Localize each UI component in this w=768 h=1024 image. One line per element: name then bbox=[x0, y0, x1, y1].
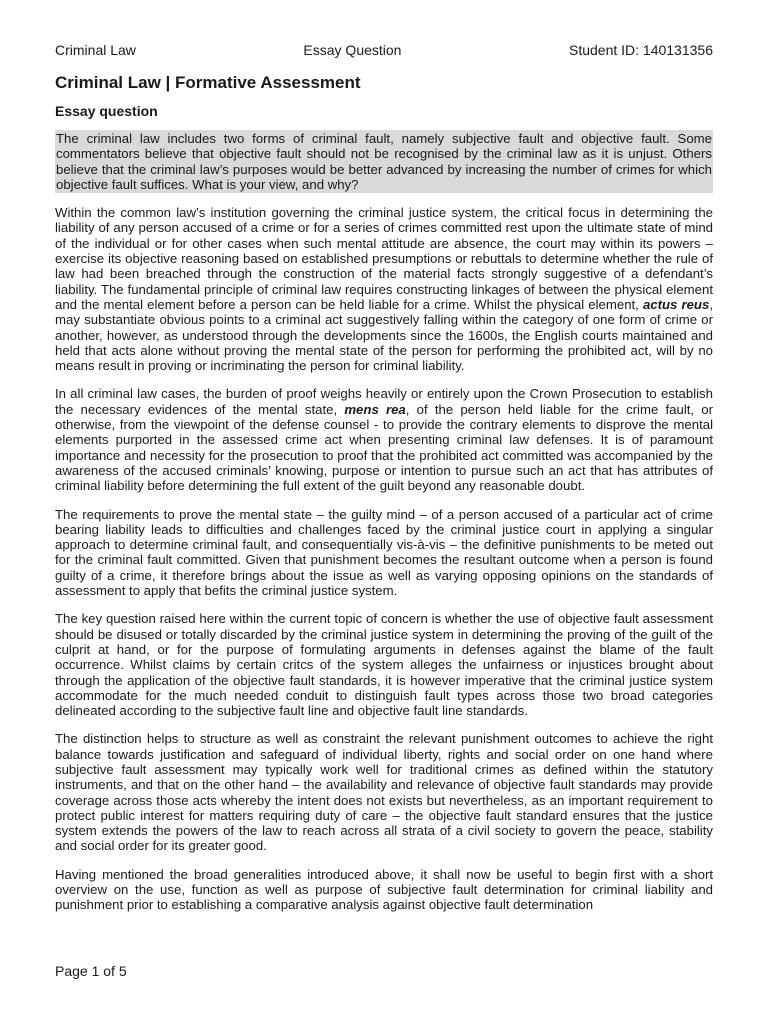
latin-term-actus-reus: actus reus bbox=[642, 296, 710, 312]
document-page bbox=[55, 40, 713, 917]
body-paragraph-5: The distinction helps to structure as well as constraint the relevant punishment outcomes to achieve the right balance towards justification and safeguard of individual liberty, rights and social order on one hand where subjective fault assessment may typically work well for traditional crimes as defined within the statutory instruments, and that on the other hand – the availability and relevance of objective fault standards may provide coverage across those acts whereby the intent does not exists but nevertheless, as an important requirement to protect public interest for matters requiring duty of care – the objective fault standard ensures that the justice system extends the powers of the law to reach across all strata of a civil society to govern the peace, stability and social order for its greater good. bbox=[55, 731, 713, 854]
paragraph-text: Within the common law’s institution governing the criminal justice system, the critical focus in determining the liability of any person accused of a crime or for a series of crimes committed rest upon the ultimate state of mind of the individual or for other cases when such mental attitude are absence, the court may within its powers – exercise its objective reasoning based on established presumptions or rebuttals to determine whether the rule of law had been breached through the construction of the material facts strongly suggestive of a defendant’s liability. The fundamental principle of criminal law requires constructing linkages of between the physical element and the mental element before a person can be held liable for a crime. Whilst the physical element, bbox=[55, 205, 713, 312]
paragraph-text: , may substantiate obvious points to a criminal act suggestively falling within the category of one form of crime or another, however, as understood through the developments since the 1600s, the English courts maintained and held that acts alone without proving the mental state of the person for performing the prohibited act, will by no means result in proving or incriminating the person for criminal liability. bbox=[55, 296, 713, 374]
body-paragraph-6: Having mentioned the broad generalities introduced above, it shall now be useful to begin first with a short overview on the use, function as well as purpose of subjective fault determination for criminal liability and punishment prior to establishing a comparative analysis against objective fault determination bbox=[55, 866, 713, 913]
document-title: Criminal Law | Formative Assessment bbox=[55, 73, 361, 92]
body-paragraph-3: The requirements to prove the mental state – the guilty mind – of a person accused of a particular act of crime bearing liability leads to difficulties and challenges faced by the criminal justice court in applying a singular approach to determine criminal fault, and consequentially vis-à-vis – the definitive punishments to be meted out for the criminal fault committed. Given that punishment becomes the resultant outcome when a person is found guilty of a crime, it therefore brings about the issue as well as varying opposing opinions on the standards of assessment to apply that befits the criminal justice system. bbox=[55, 506, 713, 599]
paragraph-text: , of the person held liable for the crime fault, or otherwise, from the viewpoint of the defense counsel - to provide the contrary elements to disprove the mental elements purported in the assessed crime act when presenting criminal law defenses. It is of paramount importance and necessity for the prosecution to proof that the prohibited act committed was accompanied by the awareness of the accused criminals’ knowing, purpose or intention to pursue such an act that has attributes of criminal liability before determining the full extent of the guilt beyond any reasonable doubt. bbox=[55, 401, 713, 494]
page-number: Page 1 of 5 bbox=[55, 963, 127, 979]
body-paragraph-1 bbox=[55, 205, 713, 373]
latin-term-mens-rea: mens rea bbox=[344, 401, 406, 417]
paragraph-text: In all criminal law cases, the burden of proof weighs heavily or entirely upon the Crown Prosecution to establish the necessary evidences of the mental state, bbox=[55, 386, 713, 417]
header-doc-type: Essay Question bbox=[303, 42, 402, 58]
body-paragraph-2 bbox=[55, 386, 713, 493]
section-heading: Essay question bbox=[55, 103, 158, 119]
header-course: Criminal Law bbox=[55, 42, 136, 58]
body-paragraph-4: The key question raised here within the current topic of concern is whether the use of objective fault assessment should be disused or totally discarded by the criminal justice system in determining the proving of the guilt of the culprit at hand, or for the purpose of formulating arguments in defenses against the blame of the fault occurrence. Whilst claims by certain critcs of the system alleges the unfairness or injustices brought about through the application of the objective fault standards, it is however imperative that the criminal justice system accommodate for the much needed conduit to distinguish fault types across those two broad categories delineated according to the subjective fault line and objective fault line standards. bbox=[55, 611, 713, 719]
running-header bbox=[55, 40, 713, 60]
header-student-id: Student ID: 140131356 bbox=[568, 42, 713, 58]
essay-question: The criminal law includes two forms of criminal fault, namely subjective fault and objective fault. Some commentators believe that objective fault should not be recognised by the criminal law as it is unjust. Others believe that the criminal law’s purposes would be better advanced by increasing the number of crimes for which objective fault suffices. What is your view, and why? bbox=[56, 131, 712, 192]
